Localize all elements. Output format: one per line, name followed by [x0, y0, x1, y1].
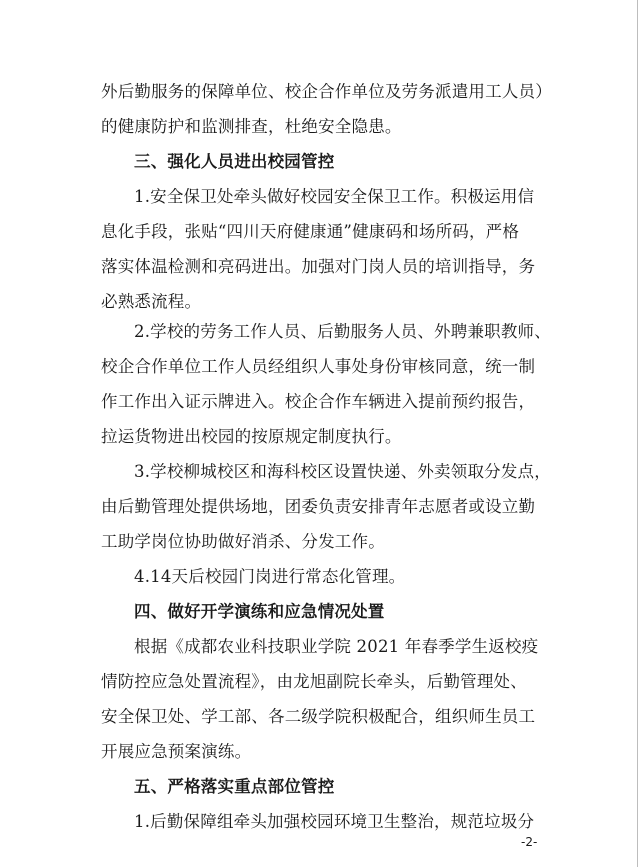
body-text-line: 工助学岗位协助做好消杀、分发工作。 — [101, 532, 385, 551]
body-text-line: 的健康防护和监测排查，杜绝安全隐患。 — [101, 117, 402, 136]
body-text-line: 开展应急预案演练。 — [101, 742, 252, 761]
body-text-line: 由后勤管理处提供场地，团委负责安排青年志愿者或设立勤 — [101, 497, 536, 516]
body-text-line: 情防控应急处置流程》，由龙旭副院长牵头，后勤管理处、 — [101, 672, 527, 691]
body-text-line: 1.安全保卫处牵头做好校园安全保卫工作。积极运用信 — [134, 187, 535, 206]
body-text-line: 安全保卫处、学工部、各二级学院积极配合，组织师生员工 — [101, 707, 536, 726]
body-text-line: 息化手段，张贴“四川天府健康通”健康码和场所码，严格 — [101, 222, 520, 241]
body-text-line: 2.学校的劳务工作人员、后勤服务人员、外聘兼职教师、 — [134, 322, 551, 341]
body-text-line: 作工作出入证示牌进入。校企合作车辆进入提前预约报告， — [101, 392, 536, 411]
body-text-line: 4.14天后校园门岗进行常态化管理。 — [134, 567, 406, 586]
body-text-line: 落实体温检测和亮码进出。加强对门岗人员的培训指导，务 — [101, 257, 536, 276]
body-text-line: 根据《成都农业科技职业学院 2021 年春季学生返校疫 — [134, 637, 539, 656]
page-number: -2- — [521, 835, 538, 849]
body-text-line: 必熟悉流程。 — [101, 292, 202, 311]
body-text-line: 3.学校柳城校区和海科校区设置快递、外卖领取分发点， — [134, 462, 551, 481]
section-heading-5: 五、严格落实重点部位管控 — [134, 777, 335, 796]
body-text-line: 外后勤服务的保障单位、校企合作单位及劳务派遣用工人员） — [101, 82, 552, 101]
body-text-line: 校企合作单位工作人员经组织人事处身份审核同意，统一制 — [101, 357, 536, 376]
section-heading-4: 四、做好开学演练和应急情况处置 — [134, 602, 385, 621]
body-text-line: 1.后勤保障组牵头加强校园环境卫生整治，规范垃圾分 — [134, 812, 535, 831]
body-text-line: 拉运货物进出校园的按原规定制度执行。 — [101, 427, 402, 446]
section-heading-3: 三、强化人员进出校园管控 — [134, 152, 335, 171]
